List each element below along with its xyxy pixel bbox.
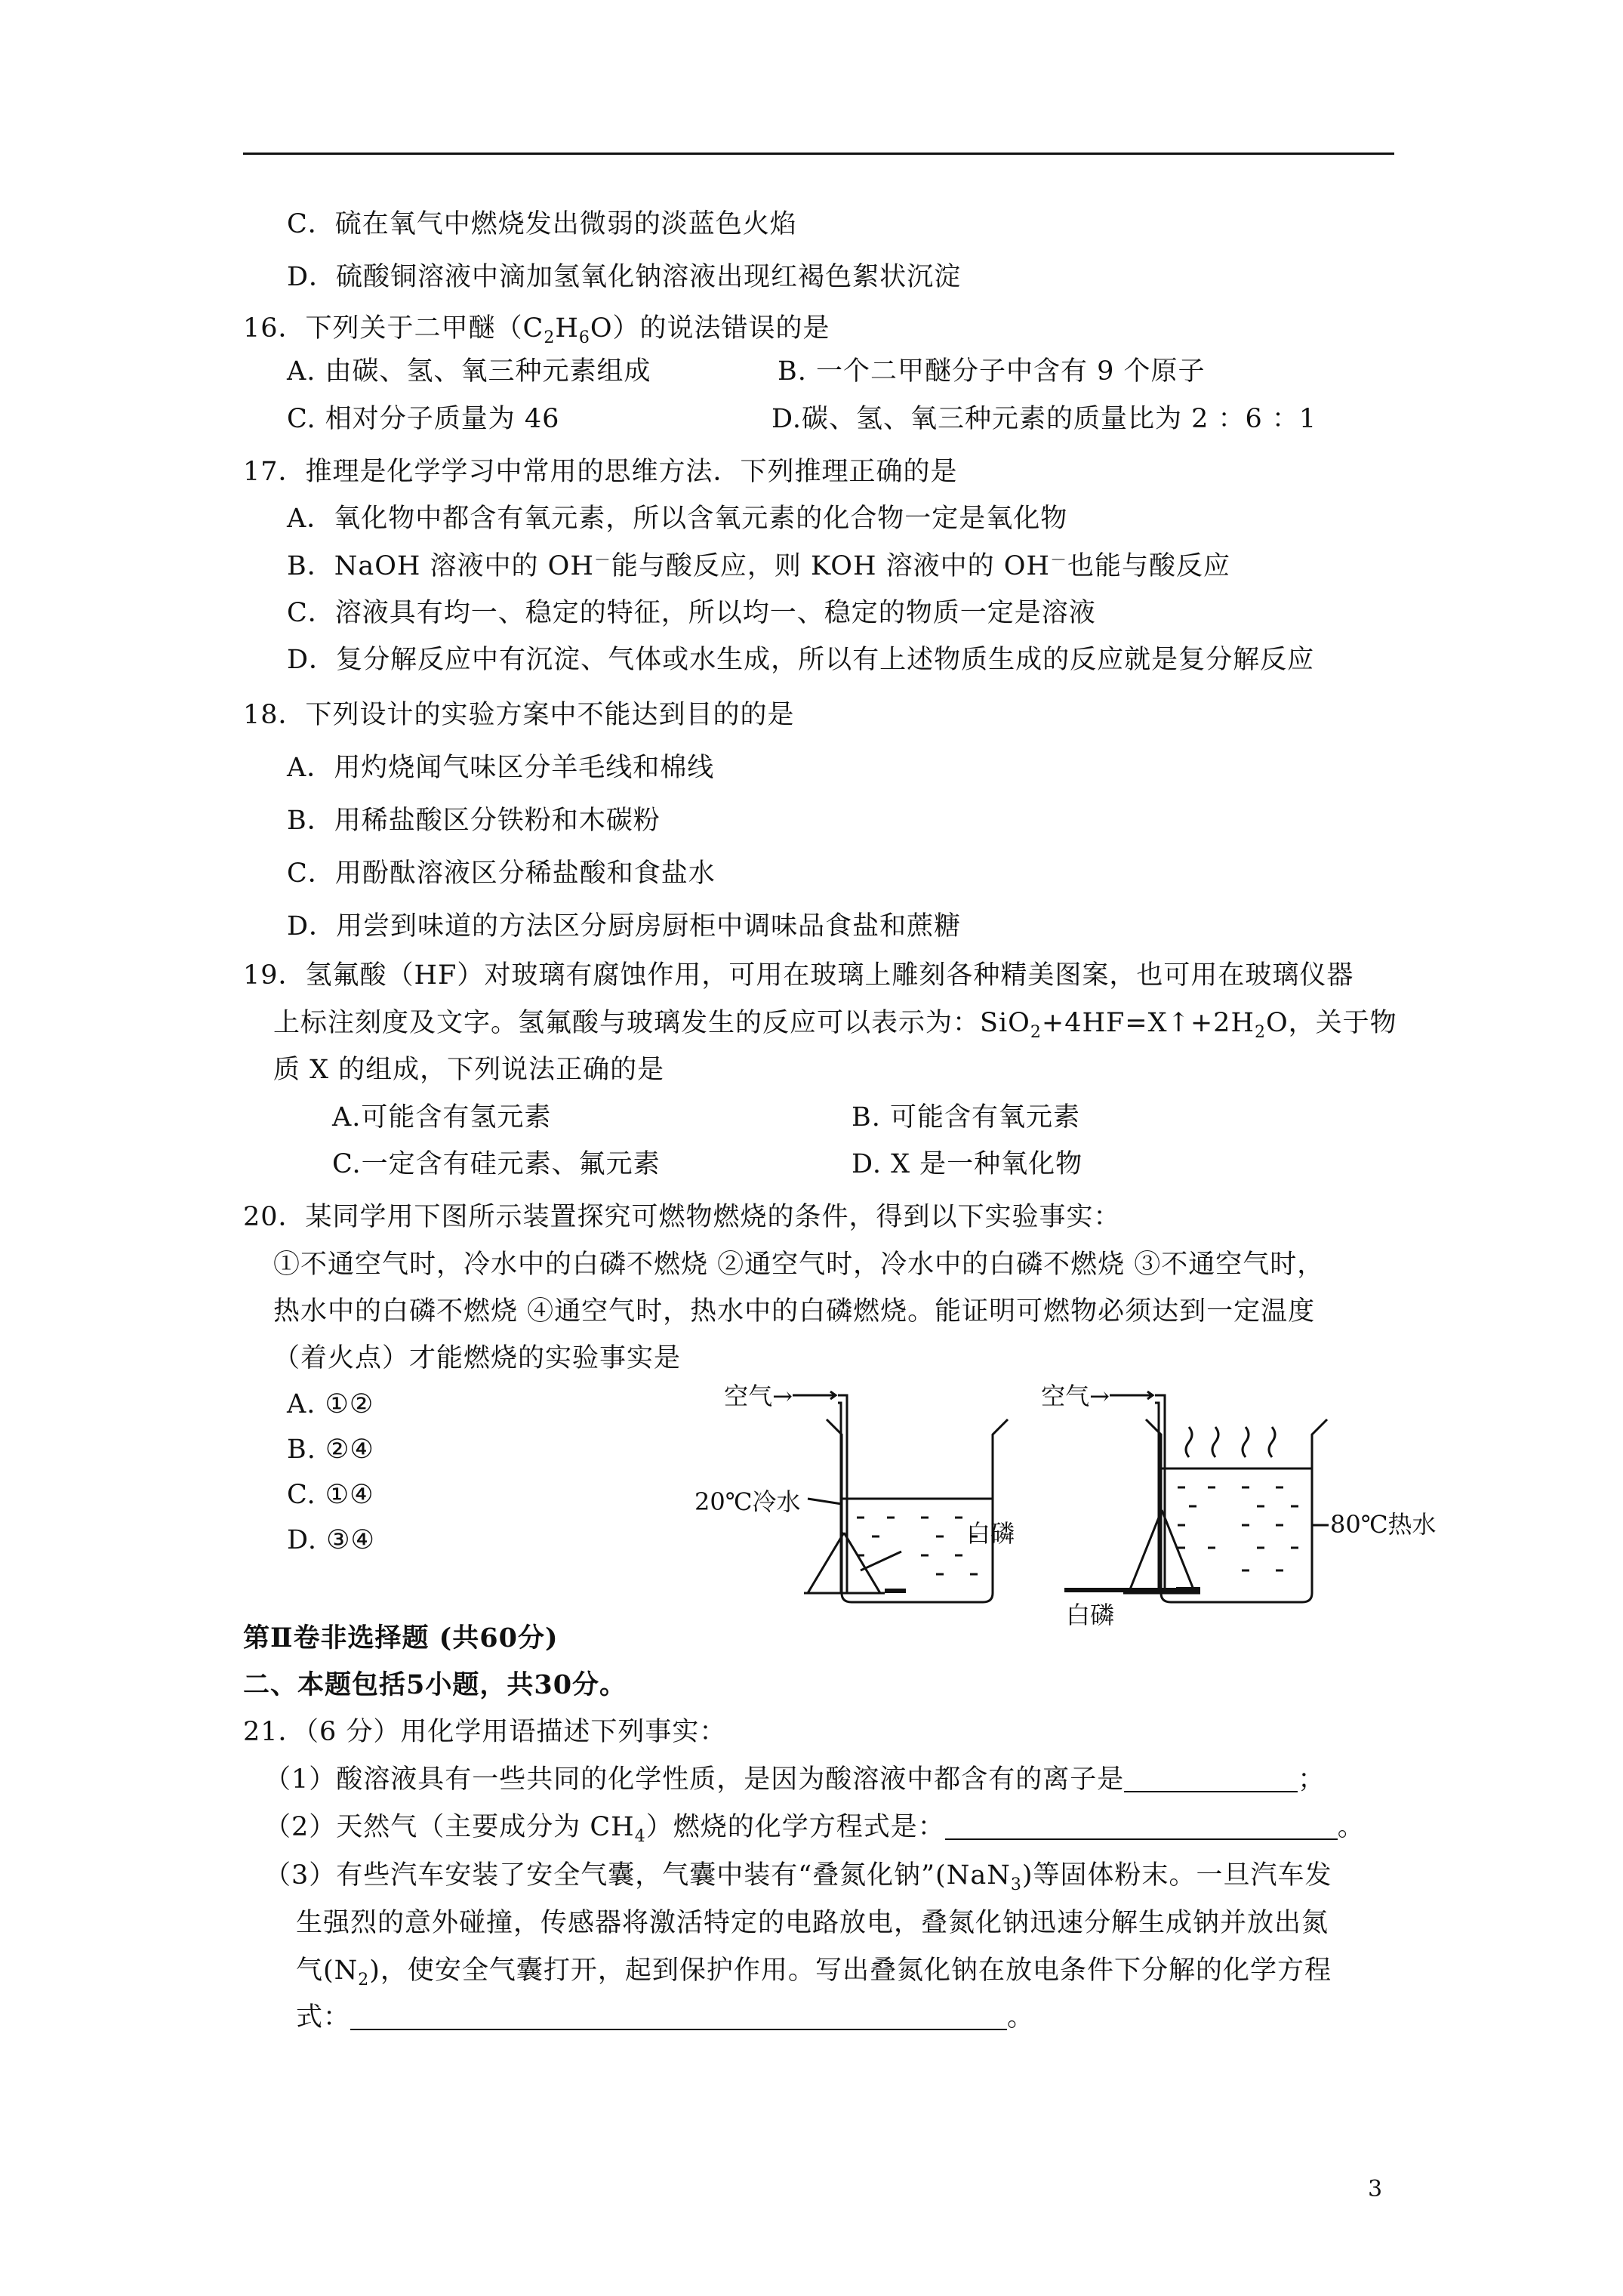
q19-option-a: A.可能含有氢元素 (332, 1102, 552, 1133)
q16-stem: 16．下列关于二甲醚$(C_2H_6O)$的说法错误的是 (243, 313, 830, 347)
right-phosphorus-icon (1176, 1587, 1200, 1593)
page-number: 3 (1368, 2176, 1383, 2202)
q18-stem: 18．下列设计的实验方案中不能达到目的的是 (243, 700, 795, 730)
right-water-label: 80℃热水 (1330, 1510, 1437, 1539)
right-beaker (1146, 1419, 1327, 1602)
q19-option-c: C.一定含有硅元素、氟元素 (332, 1149, 661, 1179)
header-rule (243, 153, 1394, 155)
left-phosphorus-label: 白磷 (966, 1519, 1015, 1548)
q20-line-3: 热水中的白磷不燃烧 ④通空气时，热水中的白磷燃烧。能证明可燃物必须达到一定温度 (273, 1296, 1316, 1327)
section-2-subtitle: 二、本题包括5小题，共30分。 (243, 1669, 627, 1700)
right-air-label: 空气→ (1041, 1382, 1110, 1410)
q20-line-1: 20．某同学用下图所示装置探究可燃物燃烧的条件，得到以下实验事实： (243, 1202, 1121, 1232)
q20-line-4: （着火点）才能燃烧的实验事实是 (273, 1343, 682, 1373)
q16-option-d: D.碳、氢、氧三种元素的质量比为 2 ：6 ：1 (771, 404, 1317, 434)
q21-part-3-line-3: 气$(N_2)$，使安全气囊打开，起到保护作用。写出叠氮化钠在放电条件下分解的化学方程 (296, 1955, 1332, 1989)
q19-line-2: 上标注刻度及文字。氢氟酸与玻璃发生的反应可以表示为：$SiO_2+4HF=X↑+2H_2O$，关于物 (273, 1008, 1397, 1042)
left-label-leader (861, 1552, 901, 1570)
left-phosphorus-icon (885, 1589, 906, 1593)
left-beaker (827, 1419, 1008, 1602)
q16-option-c: C. 相对分子质量为 46 (287, 404, 560, 434)
section-2-title: 第Ⅱ卷非选择题 (共60分) (243, 1623, 559, 1653)
q19-option-b: B. 可能含有氧元素 (852, 1102, 1080, 1133)
q20-option-d: D. ③④ (287, 1525, 375, 1555)
right-phosphorus-label: 白磷 (1066, 1601, 1115, 1629)
q21-answer-blank-3[interactable] (350, 2002, 1007, 2030)
q21-part-3-line-4: 式： 。 (296, 2002, 1035, 2032)
q17-option-c: C．溶液具有均一、稳定的特征，所以均一、稳定的物质一定是溶液 (287, 598, 1096, 628)
left-funnel (804, 1533, 885, 1593)
q21-stem: 21．（6 分）用化学用语描述下列事实： (243, 1717, 727, 1747)
q18-option-d: D．用尝到味道的方法区分厨房厨柜中调味品食盐和蔗糖 (287, 911, 962, 942)
q21-answer-blank-1[interactable] (1124, 1764, 1298, 1792)
q21-part-2: （2）天然气（主要成分为 $CH_4$）燃烧的化学方程式是： 。 (264, 1812, 1365, 1846)
q21-part-1: （1）酸溶液具有一些共同的化学性质，是因为酸溶液中都含有的离子是 ； (264, 1764, 1326, 1795)
left-water-label: 20℃冷水 (694, 1487, 801, 1516)
q21-part-3-line-1: （3）有些汽车安装了安全气囊，气囊中装有“叠氮化钠”(NaN$_3$)等固体粉末。一旦汽车发 (264, 1860, 1332, 1894)
q20-option-b: B. ②④ (287, 1435, 374, 1465)
q17-option-d: D．复分解反应中有沉淀、气体或水生成，所以有上述物质生成的反应就是复分解反应 (287, 645, 1315, 675)
q16-option-a: A. 由碳、氢、氧三种元素组成 (287, 356, 651, 387)
q19-line-3: 质 X 的组成，下列说法正确的是 (273, 1055, 665, 1085)
q17-option-b: B．NaOH 溶液中的 OH－能与酸反应，则 KOH 溶液中的 OH－也能与酸反应 (287, 551, 1230, 581)
q20-line-2: ①不通空气时，冷水中的白磷不燃烧 ②通空气时，冷水中的白磷不燃烧 ③不通空气时， (273, 1250, 1325, 1280)
q20-option-a: A. ①② (287, 1389, 374, 1419)
left-air-tube (793, 1391, 847, 1593)
q21-part-3-line-2: 生强烈的意外碰撞，传感器将激活特定的电路放电，叠氮化钠迅速分解生成钠并放出氮 (296, 1908, 1329, 1938)
q17-option-a: A．氧化物中都含有氧元素，所以含氧元素的化合物一定是氧化物 (287, 504, 1068, 534)
steam-icon (1186, 1427, 1275, 1457)
q18-option-b: B．用稀盐酸区分铁粉和木碳粉 (287, 806, 661, 836)
right-water-dashes (1178, 1487, 1298, 1570)
q18-option-a: A．用灼烧闻气味区分羊毛线和棉线 (287, 753, 715, 783)
q15-option-c: C．硫在氧气中燃烧发出微弱的淡蓝色火焰 (287, 209, 797, 239)
q21-answer-blank-2[interactable] (945, 1811, 1338, 1840)
right-air-tube (1110, 1391, 1165, 1593)
left-water-dashes (857, 1518, 978, 1574)
q20-option-c: C. ①④ (287, 1480, 374, 1510)
combustion-apparatus-figure (687, 1367, 1437, 1638)
q19-option-d: D. X 是一种氧化物 (852, 1149, 1083, 1179)
left-air-label: 空气→ (724, 1382, 793, 1410)
q17-stem: 17．推理是化学学习中常用的思维方法．下列推理正确的是 (243, 457, 958, 487)
q18-option-c: C．用酚酞溶液区分稀盐酸和食盐水 (287, 858, 716, 889)
left-water-leader (808, 1499, 842, 1504)
q15-option-d: D．硫酸铜溶液中滴加氢氧化钠溶液出现红褐色絮状沉淀 (287, 262, 962, 292)
q16-option-b: B. 一个二甲醚分子中含有 9 个原子 (778, 356, 1206, 387)
q19-line-1: 19．氢氟酸（HF）对玻璃有腐蚀作用，可用在玻璃上雕刻各种精美图案，也可用在玻璃仪器 (243, 960, 1354, 991)
